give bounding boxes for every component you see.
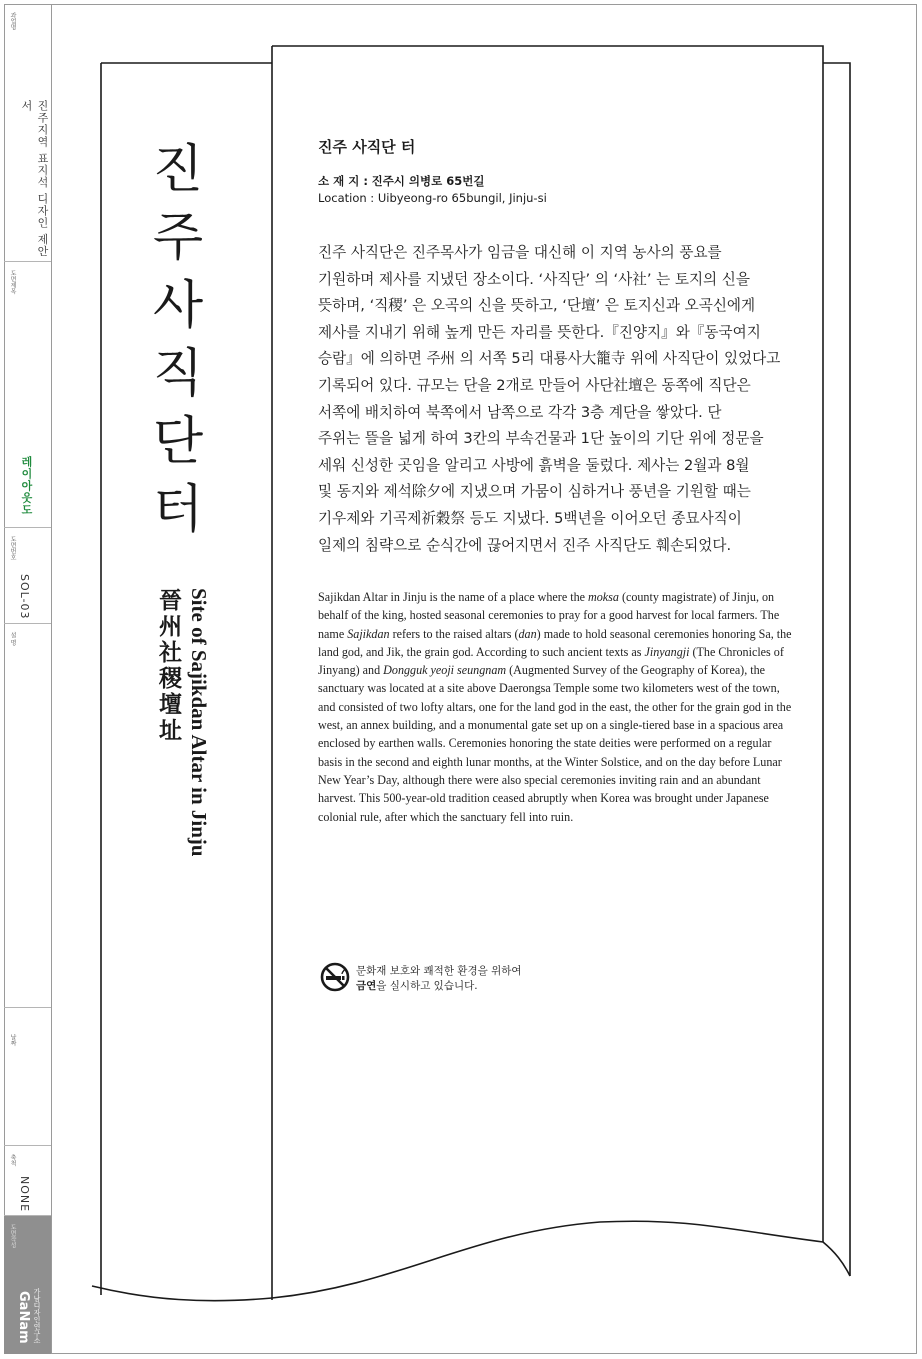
drawing-name-label: 도면제목 <box>9 270 16 294</box>
drawing-no-label: 도면번호 <box>9 536 16 560</box>
description-label: 설 명 <box>9 632 16 646</box>
title-char: 주 <box>152 208 204 268</box>
title-char: 사 <box>152 276 204 336</box>
notice-line-1: 문화재 보호와 쾌적한 환경을 위하여 <box>356 965 522 977</box>
scale-value: NONE <box>18 1176 31 1213</box>
date-label: 날짜 <box>9 1034 16 1046</box>
notice-line-2: 을 실시하고 있습니다. <box>376 980 478 992</box>
drawing-no: SOL-03 <box>18 574 31 620</box>
company-logo: GaNam <box>16 1291 31 1344</box>
address-en-value: Uibyeong-ro 65bungil, Jinju-si <box>377 191 547 205</box>
title-char: 단 <box>152 412 204 472</box>
company-label: 도면작성 <box>9 1224 16 1248</box>
title-char: 진 <box>152 140 204 200</box>
address-block <box>318 173 798 207</box>
notice-bold: 금연 <box>356 980 377 992</box>
hanja-title: 晉州社稷壇址 <box>155 588 182 744</box>
address-en-label: Location : <box>318 191 375 205</box>
vertical-korean-title <box>148 136 208 544</box>
korean-description: 진주 사직단은 진주목사가 임금을 대신해 이 지역 농사의 풍요를 기원하며 제사를 지냈던 장소이다. ‘사직단’ 의 ‘사社’ 는 토지의 신을 뜻하며, ‘직稷’ 은 오곡의 신을 뜻하고, ‘단壇’ 은 토지신과 오곡신에게 제사를 지내기 위해 높게 만든 자리를 뜻한다.『진양지』와『동국여지 승람』에 의하면 주州 의 서쪽 5리 대룡사大籠寺 위에 사직단이 있었다고 기록되어 있다. 규모는 단을 2개로 만들어 사단社壇은 동쪽에 직단은 서쪽에 배치하여 북쪽에서 남쪽으로 각각 3층 계단을 쌓았다. 단 주위는 뜰을 넓게 하여 3칸의 부속건물과 1단 높이의 기단 위에 정문을 세워 신성한 곳임을 알리고 사방에 흙벽을 둘렀다. 제사는 2월과 8월 및 동지와 제석除夕에 지냈으며 가뭄이 심하거나 풍년을 기원할 때는 기우제와 기곡제祈穀祭 등도 지냈다. 5백년을 이어오던 종묘사직이 일제의 침략으로 순식간에 끊어지면서 진주 사직단도 훼손되었다. <box>318 244 781 554</box>
scale-label: 축척 <box>9 1154 16 1166</box>
drawing-name: 레이아웃도 <box>20 456 33 516</box>
address-ko-value: 진주시 의병로 65번길 <box>371 174 485 188</box>
heading: 진주 사직단 터 <box>318 138 416 156</box>
company-subtitle: 가남디자인연구소 <box>33 1288 41 1344</box>
project-label: 과업명 <box>9 12 16 30</box>
title-char: 터 <box>152 480 204 540</box>
english-description: Sajikdan Altar in Jinju is the name of a place where the moksa (county magistrate) of Jinju, on behalf of the king, hosted seasonal ceremonies to pray for a good harvest for local farmers. The name Sajikdan refers to the raised altars (dan) made to hold seasonal ceremonies honoring Sa, the land god, and Jik, the grain god. According to such ancient texts as Jinyangji (The Chronicles of Jinyang) and Dongguk yeoji seungnam (Augmented Survey of the Geography of Korea), the sanctuary was located at a site above Daerongsa Temple some two kilometers west of the town, and consisted of two lofty altars, one for the land god in the east, the other for the grain god in the west, an annex building, and a monumental gate set up on a single-tiered base in a spacious area enclosed by earthen walls. Ceremonies honoring the state deities were performed on a regular basis in the second and eighth lunar months, at the Winter Solstice, and on the day before Lunar New Year’s Day, although there were also special ceremonies inviting rain and an abundant harvest. This 500-year-old tradition ceased abruptly when Korea was brought under Japanese colonial rule, after which the sanctuary fell into ruin. <box>318 590 792 824</box>
no-smoking-icon <box>320 962 350 992</box>
english-vertical-title: Site of Sajikdan Altar in Jinju <box>187 588 211 857</box>
project-name: 진주지역 표지석 디자인 제안서 <box>20 100 49 258</box>
title-char: 직 <box>152 344 204 404</box>
address-ko-label: 소 재 지 : <box>318 174 368 188</box>
